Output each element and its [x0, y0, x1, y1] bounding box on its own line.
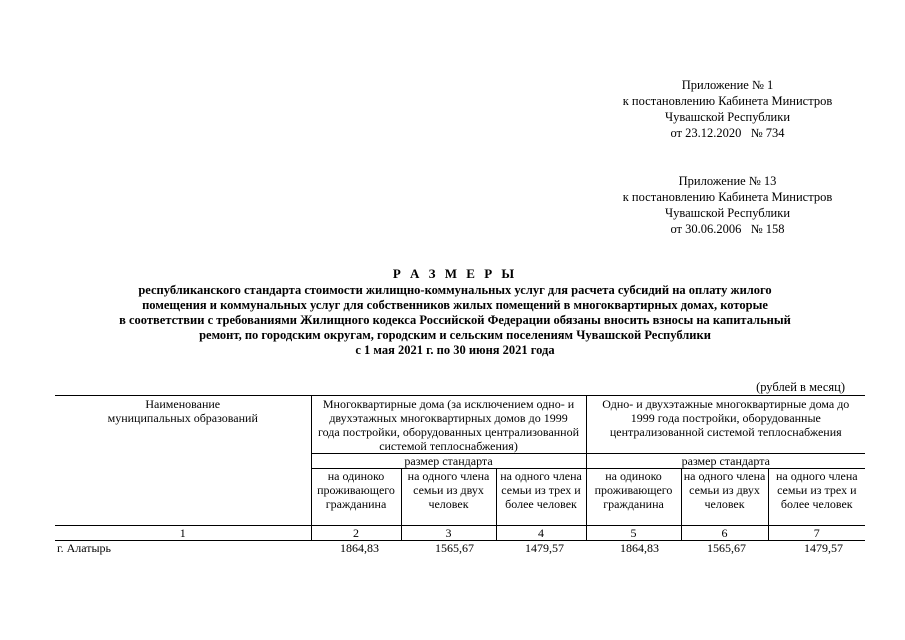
value-cell: 1565,67	[707, 541, 747, 555]
value-cell: 1479,57	[804, 541, 844, 555]
header-municipality-line-1: Наименование	[145, 397, 221, 411]
header-b-two-person-family: на одного члена семьи из двух человек	[681, 469, 768, 526]
standards-table	[55, 395, 865, 555]
header-standard-size-b: размер стандарта	[586, 454, 865, 469]
table-row	[55, 541, 865, 556]
header-municipality	[55, 396, 311, 526]
header-group-apartment-buildings: Многоквартирные дома (за исключением одно- и двухэтажных многоквартирных домов до 1999 года постройки, оборудованных централизованной системой теплоснабжения)	[311, 396, 586, 454]
appendix-13-resolution: к постановлению Кабинета Министров	[622, 190, 833, 204]
value-cell: 1864,83	[620, 541, 660, 555]
appendix-1-title: Приложение № 1	[681, 78, 774, 92]
appendix-1-resolution: к постановлению Кабинета Министров	[622, 94, 833, 108]
document-title-block	[40, 265, 870, 358]
municipality-name: г. Алатырь	[57, 541, 112, 555]
document-period: с 1 мая 2021 г. по 30 июня 2021 года	[355, 343, 555, 357]
column-number: 7	[768, 526, 865, 541]
header-municipality-line-2: муниципальных образований	[107, 411, 258, 425]
value-cell: 1479,57	[525, 541, 565, 555]
document-subtitle-line-1: республиканского стандарта стоимости жилищно-коммунальных услуг для расчета субсидий на оплату жилого	[138, 283, 772, 297]
header-group-low-rise-buildings: Одно- и двухэтажные многоквартирные дома до 1999 года постройки, оборудованные централизованной системой теплоснабжения	[586, 396, 865, 454]
appendix-1-date: от 23.12.2020 № 734	[670, 126, 785, 140]
header-a-three-plus-family: на одного члена семьи из трех и более человек	[496, 469, 586, 526]
header-a-single-resident: на одиноко проживающего гражданина	[311, 469, 401, 526]
value-cell: 1864,83	[340, 541, 379, 555]
column-number: 4	[496, 526, 586, 541]
document-title: Р А З М Е Р Ы	[392, 266, 518, 281]
header-b-single-resident: на одиноко проживающего гражданина	[586, 469, 681, 526]
header-standard-size-a: размер стандарта	[311, 454, 586, 469]
column-number: 6	[681, 526, 768, 541]
appendix-13-republic: Чувашской Республики	[664, 206, 791, 220]
appendix-13-date: от 30.06.2006 № 158	[670, 222, 785, 236]
appendix-1-republic: Чувашской Республики	[664, 110, 791, 124]
appendix-13-title: Приложение № 13	[678, 174, 777, 188]
units-note: (рублей в месяц)	[756, 380, 845, 394]
header-a-two-person-family: на одного члена семьи из двух человек	[401, 469, 496, 526]
appendix-1-block	[585, 77, 870, 141]
document-subtitle-line-2: помещения и коммунальных услуг для собственников жилых помещений в многоквартирных домах, которые	[142, 298, 768, 312]
column-number: 3	[401, 526, 496, 541]
appendix-13-block	[585, 173, 870, 237]
column-number: 1	[55, 526, 311, 541]
column-number: 5	[586, 526, 681, 541]
column-number-row	[55, 526, 865, 541]
column-number: 2	[311, 526, 401, 541]
document-subtitle-line-4: ремонт, по городским округам, городским и сельским поселениям Чувашской Республики	[199, 328, 711, 342]
value-cell: 1565,67	[435, 541, 474, 555]
header-b-three-plus-family: на одного члена семьи из трех и более человек	[768, 469, 865, 526]
document-subtitle-line-3: в соответствии с требованиями Жилищного кодекса Российской Федерации обязаны вносить взносы на капитальный	[119, 313, 791, 327]
